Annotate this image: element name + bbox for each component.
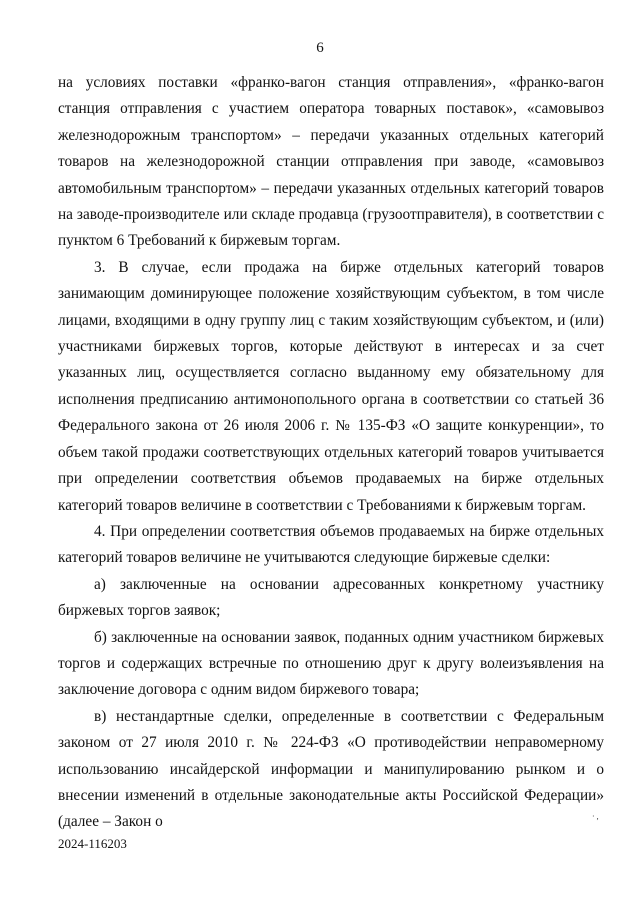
document-body <box>58 70 604 836</box>
scan-artifact-marks: · , <box>592 812 599 821</box>
paragraph-item-4: 4. При определении соответствия объемов продаваемых на бирже отдельных категорий товаров величине не учитываются следующие биржевые сделки: <box>58 522 604 567</box>
subitem-a: а) заключенные на основании адресованных конкретному участнику биржевых торгов заявок; <box>58 575 604 620</box>
paragraph-item-3: 3. В случае, если продажа на бирже отдельных категорий товаров занимающим доминирующее положение хозяйствующим субъектом, в том числе лицами, входящими в одну группу лиц с таким хозяйствующим субъектом, и (или) участниками биржевых торгов, которые действуют в интересах и за счет указанных лиц, осуществляется согласно выданному ему обязательному для исполнения предписанию антимонопольного органа в соответствии со статьей 36 Федерального закона от 26 июля 2006 г. № 135-ФЗ «О защите конкуренции», то объем такой продажи соответствующих отдельных категорий товаров учитывается при определении соответствия объемов продаваемых на бирже отдельных категорий товаров величине в соответствии с Требованиями к биржевым торгам. <box>58 258 604 514</box>
paragraph-continuation: на условиях поставки «франко-вагон станция отправления», «франко-вагон станция отправления с участием оператора товарных поставок», «самовывоз железнодорожным транспортом» – передачи указанных отдельных категорий товаров на железнодорожной станции отправления при заводе, «самовывоз автомобильным транспортом» – передачи указанных отдельных категорий товаров на заводе-производителе или складе продавца (грузоотправителя), в соответствии с пунктом 6 Требований к биржевым торгам. <box>58 74 604 250</box>
page-number: 6 <box>316 40 324 56</box>
subitem-b: б) заключенные на основании заявок, поданных одним участником биржевых торгов и содержащих встречные по отношению друг к другу волеизъявления на заключение договора с одним видом биржевого товара; <box>58 628 604 699</box>
document-id: 2024-116203 <box>58 836 127 851</box>
subitem-v: в) нестандартные сделки, определенные в соответствии с Федеральным законом от 27 июля 2010 г. № 224-ФЗ «О противодействии неправомерному использованию инсайдерской информации и манипулированию рынком и о внесении изменений в отдельные законодательные акты Российской Федерации» (далее – Закон о <box>58 707 604 831</box>
